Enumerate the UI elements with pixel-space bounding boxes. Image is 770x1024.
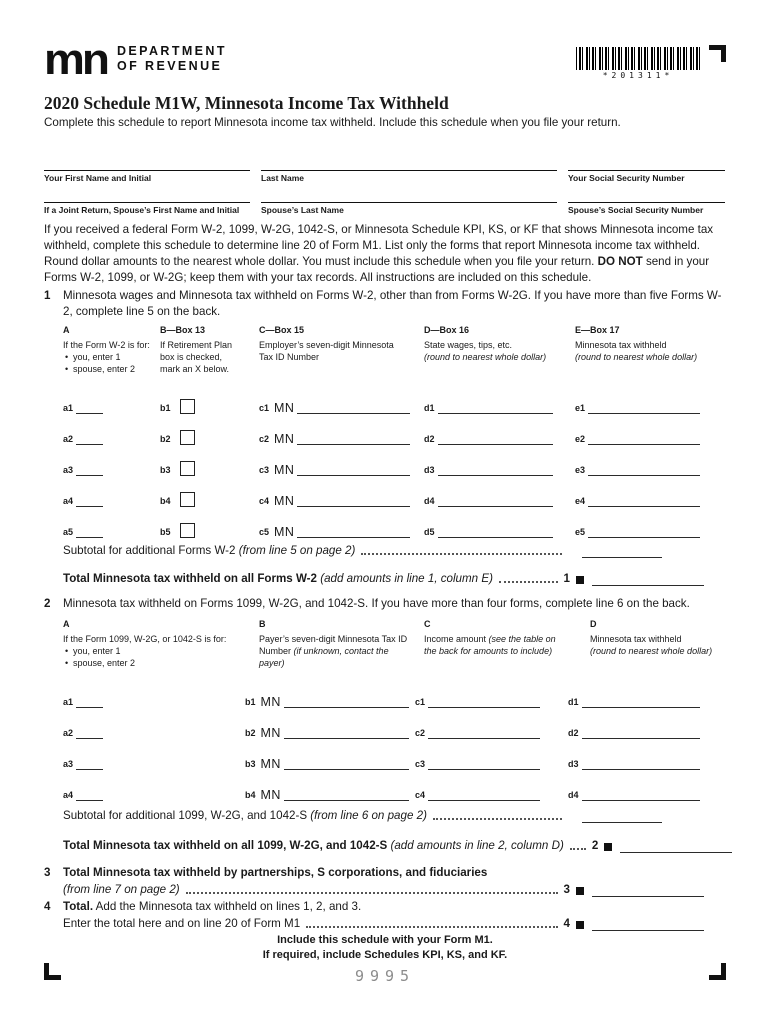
f1099-row (63, 708, 245, 739)
f1099-col-c-letter: C (424, 619, 431, 629)
row-label: d4 (424, 496, 435, 506)
w2-subtotal-label: Subtotal for additional Forms W-2 (63, 544, 239, 557)
tax-withheld-field[interactable] (582, 760, 700, 770)
line-2-total-row (63, 839, 704, 853)
f1099-owner-field[interactable] (76, 791, 103, 801)
f1099-col-a-letter: A (63, 619, 70, 629)
w2-total-label-italic: (add amounts in line 1, column E) (320, 572, 493, 585)
w2-col-c-desc-2: Tax ID Number (259, 352, 320, 362)
w2-subtotal-row (63, 544, 662, 558)
w2-row (63, 383, 160, 414)
retirement-plan-checkbox[interactable] (180, 461, 195, 476)
row-label: e4 (575, 496, 586, 506)
w2-owner-field[interactable] (76, 435, 103, 445)
tax-withheld-field[interactable] (582, 791, 700, 801)
row-label: a3 (63, 465, 74, 475)
f1099-subtotal-label-italic: (from line 6 on page 2) (310, 809, 427, 822)
w2-col-d-letter: D—Box 16 (424, 325, 470, 335)
w2-col-c-letter: C—Box 15 (259, 325, 305, 335)
line-4-amount-number: 4 (563, 917, 570, 930)
row-label: d1 (568, 697, 579, 707)
dot-leaders (499, 581, 558, 583)
f1099-row (245, 770, 415, 801)
barcode-text: *201311* (602, 71, 674, 80)
w2-col-a-bullet-you: • you, enter 1 (63, 351, 160, 363)
row-label: d1 (424, 403, 435, 413)
row-label: c2 (259, 434, 270, 444)
payer-tax-id-field[interactable] (284, 729, 409, 739)
row-label: a2 (63, 434, 74, 444)
row-label: c2 (415, 728, 426, 738)
w2-col-b-letter: B—Box 13 (160, 325, 206, 335)
w2-row (424, 414, 575, 445)
w2-row (259, 414, 424, 445)
w2-col-a-letter: A (63, 325, 70, 335)
w2-col-d-desc-2: (round to nearest whole dollar) (424, 352, 547, 362)
retirement-plan-checkbox[interactable] (180, 523, 195, 538)
line-2-square-marker (604, 843, 612, 851)
w2-col-a-header (63, 324, 160, 383)
spouse-last-name-field[interactable] (261, 202, 557, 215)
row-label: e5 (575, 527, 586, 537)
row-label: c5 (259, 527, 270, 537)
w2-row (575, 414, 726, 445)
f1099-col-b-letter: B (259, 619, 266, 629)
w2-row (575, 507, 726, 538)
employer-tax-id-field[interactable] (297, 404, 410, 414)
row-label: a4 (63, 496, 74, 506)
footer-instructions (44, 933, 726, 963)
line-2-amount-number: 2 (591, 839, 599, 852)
state-wages-field[interactable] (438, 528, 553, 538)
income-amount-field[interactable] (428, 760, 540, 770)
income-amount-field[interactable] (428, 791, 540, 801)
employer-tax-id-field[interactable] (297, 466, 410, 476)
line-1-square-marker (576, 576, 584, 584)
tax-withheld-field[interactable] (588, 497, 700, 507)
row-label: b5 (160, 527, 171, 537)
mn-prefix: MN (274, 463, 295, 477)
row-label: a1 (63, 403, 74, 413)
w2-col-b-desc-3: mark an X below. (160, 364, 230, 374)
row-label: b4 (245, 790, 256, 800)
f1099-col-d-letter: D (590, 619, 597, 629)
f1099-col-d-header (568, 618, 726, 677)
f1099-total-label: Total Minnesota tax withheld on all 1099, W-2G, and 1042-S (63, 839, 391, 852)
f1099-row (63, 739, 245, 770)
footer-line-1: Include this schedule with your Form M1. (277, 934, 493, 946)
line-4-number: 4 (44, 900, 51, 913)
line-4-description (44, 899, 726, 914)
row-label: b1 (245, 697, 256, 707)
w2-owner-field[interactable] (76, 404, 103, 414)
line-3-number: 3 (44, 866, 51, 879)
form-1099-table (63, 618, 726, 801)
w2-row (63, 507, 160, 538)
f1099-col-b-desc-2-italic: (if unknown, contact the payer) (259, 646, 389, 668)
ssn-label: Your Social Security Number (568, 173, 685, 183)
w2-row (160, 383, 259, 414)
w2-row (424, 445, 575, 476)
mn-logo-mark: mn (44, 34, 107, 84)
row-label: c1 (259, 403, 270, 413)
row-label: b2 (245, 728, 256, 738)
line-1-amount-number: 1 (563, 572, 570, 585)
last-name-field[interactable] (261, 170, 557, 183)
state-wages-field[interactable] (438, 466, 553, 476)
row-label: e3 (575, 465, 586, 475)
state-wages-field[interactable] (438, 404, 553, 414)
f1099-col-a-header (63, 618, 245, 677)
row-label: d2 (568, 728, 579, 738)
w2-col-e-header (575, 324, 726, 383)
form-title: 2020 Schedule M1W, Minnesota Income Tax Withheld (44, 93, 449, 113)
line-4-amount-field[interactable] (592, 921, 704, 931)
line-3-description (44, 865, 726, 880)
f1099-owner-field[interactable] (76, 698, 103, 708)
f1099-subtotal-field[interactable] (582, 813, 662, 823)
w2-col-e-letter: E—Box 17 (575, 325, 620, 335)
mn-prefix: MN (274, 525, 295, 539)
f1099-col-d-desc-2: (round to nearest whole dollar) (590, 646, 713, 656)
line-3-amount-row (63, 882, 704, 897)
line-2-text: Minnesota tax withheld on Forms 1099, W-2G, and 1042-S. If you have more than four forms, complete line 6 on the back. (63, 597, 690, 610)
payer-tax-id-field[interactable] (284, 791, 409, 801)
row-label: c4 (415, 790, 426, 800)
f1099-col-a-bullet-you: • you, enter 1 (63, 645, 245, 657)
spouse-ssn-field[interactable] (568, 202, 725, 215)
tax-withheld-field[interactable] (588, 404, 700, 414)
w2-row (424, 507, 575, 538)
instructions-part1: If you received a federal Form W-2, 1099, W-2G, 1042-S, or Minnesota Schedule KPI, KS, or KF that shows Minnesota income tax withheld, complete this schedule to determine line 20 of Form M1. List only the forms that report Minnesota income tax withheld. Round dollar amounts to the nearest whole dollar. You must include this schedule when you file your return. (44, 223, 714, 268)
row-label: c3 (259, 465, 270, 475)
row-label: d2 (424, 434, 435, 444)
mn-revenue-logo (44, 34, 227, 84)
row-label: d3 (424, 465, 435, 475)
w2-row (160, 445, 259, 476)
w2-col-d-desc-1: State wages, tips, etc. (424, 340, 513, 350)
registration-mark-top-right (709, 45, 726, 62)
name-fields-row-2 (44, 202, 726, 215)
line-4-amount-row (63, 916, 704, 931)
w2-row (575, 445, 726, 476)
row-label: c1 (415, 697, 426, 707)
barcode (576, 47, 700, 80)
f1099-row (568, 770, 726, 801)
department-name (117, 44, 227, 74)
row-label: a4 (63, 790, 74, 800)
f1099-col-b-desc-2-pre: Number (259, 646, 294, 656)
row-label: b4 (160, 496, 171, 506)
employer-tax-id-field[interactable] (297, 497, 410, 507)
row-label: e2 (575, 434, 586, 444)
first-name-field[interactable] (44, 170, 250, 183)
last-name-label: Last Name (261, 173, 304, 183)
w2-col-a-desc: If the Form W-2 is for: (63, 340, 150, 350)
f1099-row (245, 677, 415, 708)
f1099-col-b-header (245, 618, 415, 677)
f1099-row (568, 739, 726, 770)
line-1-text: Minnesota wages and Minnesota tax withheld on Forms W-2, other than from Forms W-2G. If you have more than five Forms W-2, complete line 5 on the back. (63, 289, 722, 318)
line-3-text-italic: (from line 7 on page 2) (63, 883, 180, 896)
first-name-label: Your First Name and Initial (44, 173, 152, 183)
w2-col-c-header (259, 324, 424, 383)
name-fields-row-1 (44, 170, 726, 183)
tax-withheld-field[interactable] (588, 528, 700, 538)
row-label: d3 (568, 759, 579, 769)
instructions-paragraph (44, 222, 726, 286)
row-label: c3 (415, 759, 426, 769)
mn-prefix: MN (274, 494, 295, 508)
row-label: a2 (63, 728, 74, 738)
f1099-col-b-desc-1: Payer’s seven-digit Minnesota Tax ID (259, 634, 408, 644)
state-wages-field[interactable] (438, 435, 553, 445)
mn-prefix: MN (260, 788, 281, 802)
f1099-row (245, 708, 415, 739)
line-2-amount-field[interactable] (620, 843, 732, 853)
w2-col-e-desc-2: (round to nearest whole dollar) (575, 352, 698, 362)
f1099-col-b-desc-2 (259, 645, 415, 669)
row-label: b3 (160, 465, 171, 475)
w2-row (160, 507, 259, 538)
row-label: a5 (63, 527, 74, 537)
mn-prefix: MN (274, 401, 295, 415)
f1099-subtotal-row (63, 809, 662, 823)
f1099-row (245, 739, 415, 770)
f1099-total-label-italic: (add amounts in line 2, column D) (390, 839, 564, 852)
ssn-field[interactable] (568, 170, 725, 183)
dot-leaders (361, 553, 562, 555)
income-amount-field[interactable] (428, 729, 540, 739)
line-4-text: Add the Minnesota tax withheld on lines 1, 2, and 3. (93, 900, 362, 913)
row-label: e1 (575, 403, 586, 413)
f1099-row (415, 739, 568, 770)
w2-row (424, 476, 575, 507)
mn-prefix: MN (260, 695, 281, 709)
w2-row (160, 414, 259, 445)
line-4-text-2: Enter the total here and on line 20 of Form M1 (63, 917, 301, 930)
dot-leaders (186, 892, 558, 894)
retirement-plan-checkbox[interactable] (180, 399, 195, 414)
w2-col-b-desc-2: box is checked, (160, 352, 223, 362)
w2-col-a-bullet-spouse: • spouse, enter 2 (63, 363, 160, 375)
w2-table (63, 324, 726, 538)
w2-row (259, 507, 424, 538)
spouse-ssn-label: Spouse’s Social Security Number (568, 205, 704, 215)
registration-mark-bottom-left (44, 963, 61, 980)
f1099-row (415, 677, 568, 708)
line-1-amount-field[interactable] (592, 576, 704, 586)
line-1-description (44, 288, 726, 320)
dot-leaders (433, 818, 562, 820)
row-label: d5 (424, 527, 435, 537)
mn-prefix: MN (260, 757, 281, 771)
dept-line2: OF REVENUE (117, 59, 223, 73)
row-label: b2 (160, 434, 171, 444)
employer-tax-id-field[interactable] (297, 528, 410, 538)
footer-line-2: If required, include Schedules KPI, KS, and KF. (262, 949, 508, 961)
spouse-last-name-label: Spouse’s Last Name (261, 205, 344, 215)
w2-row (259, 383, 424, 414)
f1099-col-c-desc-2: the back for amounts to include) (424, 646, 553, 656)
f1099-col-c-header (415, 618, 568, 677)
row-label: b3 (245, 759, 256, 769)
line-2-number: 2 (44, 597, 51, 610)
w2-col-b-header (160, 324, 259, 383)
retirement-plan-checkbox[interactable] (180, 492, 195, 507)
w2-row (160, 476, 259, 507)
form-subtitle: Complete this schedule to report Minnesota income tax withheld. Include this schedule when you file your return. (44, 116, 621, 129)
w2-col-d-header (424, 324, 575, 383)
line-3-amount-number: 3 (563, 883, 570, 896)
w2-owner-field[interactable] (76, 466, 103, 476)
employer-tax-id-field[interactable] (297, 435, 410, 445)
form-code-9995: 9995 (354, 967, 416, 985)
w2-row (575, 383, 726, 414)
line-4-square-marker (576, 921, 584, 929)
f1099-row (415, 770, 568, 801)
tax-withheld-field[interactable] (588, 435, 700, 445)
f1099-row (568, 708, 726, 739)
row-label: b1 (160, 403, 171, 413)
f1099-row (415, 708, 568, 739)
w2-row (63, 414, 160, 445)
f1099-row (568, 677, 726, 708)
f1099-col-c-desc-1 (424, 633, 568, 645)
mn-prefix: MN (274, 432, 295, 446)
f1099-row (63, 770, 245, 801)
line-2-description (44, 596, 726, 612)
w2-subtotal-field[interactable] (582, 548, 662, 558)
spouse-first-name-label: If a Joint Return, Spouse’s First Name and Initial (44, 205, 240, 215)
row-label: d4 (568, 790, 579, 800)
f1099-col-c-desc-1-italic: (see the table on (488, 634, 556, 644)
registration-mark-bottom-right (709, 963, 726, 980)
w2-owner-field[interactable] (76, 497, 103, 507)
w2-col-e-desc-1: Minnesota tax withheld (575, 340, 667, 350)
line-1-number: 1 (44, 289, 51, 302)
w2-row (259, 445, 424, 476)
payer-tax-id-field[interactable] (284, 760, 409, 770)
line-3-square-marker (576, 887, 584, 895)
w2-col-c-desc-1: Employer’s seven-digit Minnesota (259, 340, 394, 350)
income-amount-field[interactable] (428, 698, 540, 708)
f1099-col-a-bullet-spouse: • spouse, enter 2 (63, 657, 245, 669)
mn-prefix: MN (260, 726, 281, 740)
dot-leaders (570, 848, 586, 850)
tax-withheld-field[interactable] (582, 698, 700, 708)
w2-owner-field[interactable] (76, 528, 103, 538)
f1099-col-c-desc-1-pre: Income amount (424, 634, 489, 644)
instructions-do-not: DO NOT (597, 255, 643, 268)
w2-subtotal-label-italic: (from line 5 on page 2) (238, 544, 356, 557)
barcode-bars (576, 47, 700, 70)
line-3-text: Total Minnesota tax withheld by partnerships, S corporations, and fiduciaries (63, 866, 488, 879)
state-wages-field[interactable] (438, 497, 553, 507)
spouse-first-name-field[interactable] (44, 202, 250, 215)
form-header (44, 34, 726, 90)
w2-row (63, 476, 160, 507)
w2-col-b-desc-1: If Retirement Plan (160, 340, 233, 350)
tax-withheld-field[interactable] (582, 729, 700, 739)
row-label: a3 (63, 759, 74, 769)
tax-withheld-field[interactable] (588, 466, 700, 476)
f1099-col-a-desc: If the Form 1099, W-2G, or 1042-S is for: (63, 634, 227, 644)
w2-row (575, 476, 726, 507)
dot-leaders (306, 926, 557, 928)
retirement-plan-checkbox[interactable] (180, 430, 195, 445)
w2-row (424, 383, 575, 414)
line-4-total-word: Total. (63, 900, 94, 913)
w2-total-label: Total Minnesota tax withheld on all Forms W-2 (63, 572, 321, 585)
f1099-owner-field[interactable] (76, 729, 103, 739)
line-3-amount-field[interactable] (592, 887, 704, 897)
f1099-subtotal-label: Subtotal for additional 1099, W-2G, and 1042-S (63, 809, 311, 822)
w2-row (63, 445, 160, 476)
f1099-col-d-desc-1: Minnesota tax withheld (590, 634, 682, 644)
w2-row (259, 476, 424, 507)
f1099-owner-field[interactable] (76, 760, 103, 770)
dept-line1: DEPARTMENT (117, 44, 227, 58)
line-1-total-row (63, 572, 704, 586)
payer-tax-id-field[interactable] (284, 698, 409, 708)
row-label: c4 (259, 496, 270, 506)
f1099-row (63, 677, 245, 708)
instructions-part2: send in your Forms W-2, 1099, or W-2G; keep them with your tax records. All instructions are included on this schedule. (44, 255, 710, 284)
row-label: a1 (63, 697, 74, 707)
